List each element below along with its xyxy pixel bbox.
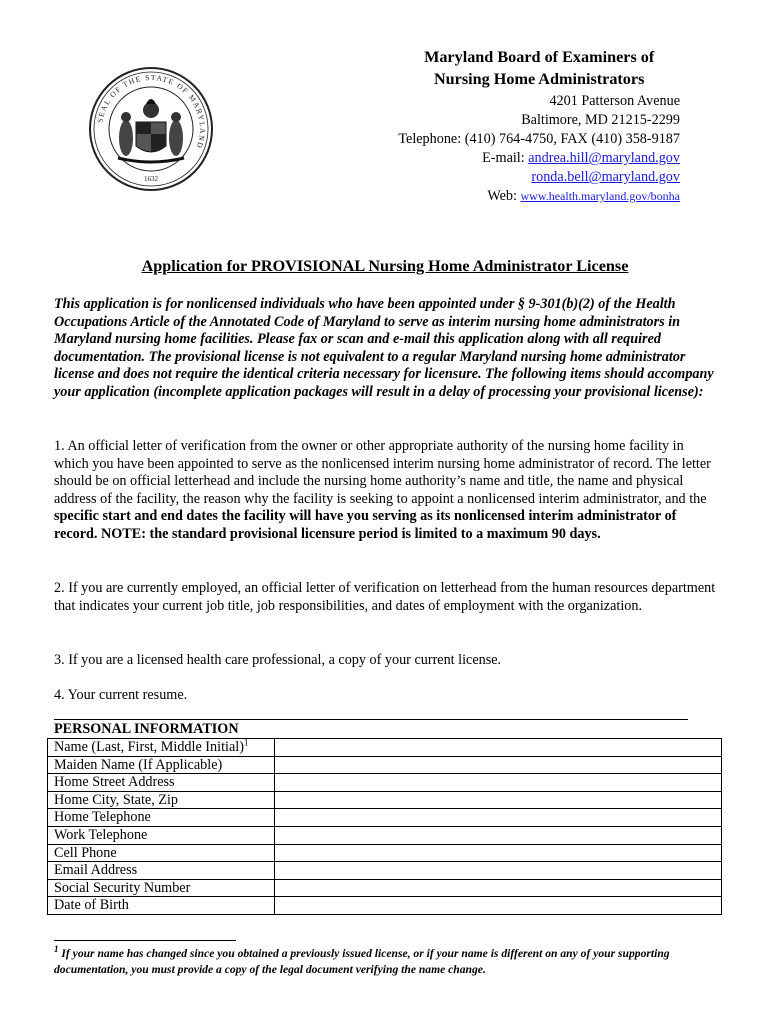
form-field-label	[48, 844, 275, 862]
form-field-label-text: Home Street Address	[54, 774, 175, 791]
requirement-item-4: 4. Your current resume.	[54, 687, 188, 703]
email-row	[398, 149, 680, 168]
address-line1: 4201 Patterson Avenue	[549, 93, 680, 109]
email-link-2[interactable]: ronda.bell@maryland.gov	[531, 169, 680, 185]
form-field-label	[48, 862, 275, 880]
form-field-label	[48, 739, 275, 757]
form-field-label-text: Cell Phone	[54, 844, 117, 861]
intro-paragraph: This application is for nonlicensed individuals who have been appointed under § 9-301(b)(2) of the Health Occupations Article of the Annotated Code of Maryland to serve as interim nursing home administrators in Maryland nursing home facilities. Please fax or scan and e-mail this application along with all required documentation. The provisional license is not equivalent to a regular Maryland nursing home administrator license and does not require the identical criteria necessary for licensure. The following items should accompany your application (incomplete application packages will result in a delay of processing your provisional license):	[54, 296, 714, 400]
form-field-label	[48, 879, 275, 897]
form-field-input[interactable]	[275, 826, 722, 844]
form-field-input[interactable]	[275, 791, 722, 809]
state-seal-icon	[88, 66, 214, 192]
form-field-label-text: Email Address	[54, 862, 138, 879]
footnote-divider	[54, 940, 236, 941]
form-field-input[interactable]	[275, 862, 722, 880]
requirement-item-1-text: 1. An official letter of verification from the owner or other appropriate authority of the nursing home facility in which you have been appointed to serve as the nonlicensed interim nursing home administrator of record. The letter should be on official letterhead and include the nursing home authority’s name and title, the name and physical address of the facility, the reason why the facility is seeking to appoint a nonlicensed interim administrator, and the	[54, 438, 711, 507]
form-field-label-text: Name (Last, First, Middle Initial)	[54, 739, 244, 755]
requirement-item-2: 2. If you are currently employed, an official letter of verification on letterhead from the human resources department that indicates your current job title, job responsibilities, and dates of employment with the organization.	[54, 580, 716, 614]
form-field-label	[48, 774, 275, 792]
telephone-fax: Telephone: (410) 764-4750, FAX (410) 358-9187	[398, 131, 680, 147]
form-field-input[interactable]	[275, 739, 722, 757]
web-row	[398, 187, 680, 206]
form-row	[48, 809, 722, 827]
form-field-label	[48, 826, 275, 844]
form-field-input[interactable]	[275, 756, 722, 774]
footnote	[54, 946, 718, 978]
form-row	[48, 774, 722, 792]
board-name-line1: Maryland Board of Examiners of	[424, 48, 655, 66]
form-field-label-text: Date of Birth	[54, 897, 129, 914]
form-row	[48, 756, 722, 774]
email-link-1[interactable]: andrea.hill@maryland.gov	[528, 150, 680, 166]
footnote-text: If your name has changed since you obtained a previously issued license, or if your name is different on any of your supporting documentation, you must provide a copy of the legal document verifying the name change.	[54, 947, 670, 976]
name-footnote-mark: 1	[243, 737, 249, 748]
form-row	[48, 862, 722, 880]
form-field-input[interactable]	[275, 879, 722, 897]
form-field-input[interactable]	[275, 844, 722, 862]
board-name-line2: Nursing Home Administrators	[433, 70, 645, 88]
email-label: E-mail:	[482, 150, 529, 166]
form-field-input[interactable]	[275, 774, 722, 792]
seal-year: 1632	[144, 175, 158, 183]
footnote-mark: 1	[54, 944, 59, 955]
form-field-label-text: Home City, State, Zip	[54, 791, 178, 808]
requirement-item-1-emphasis: specific start and end dates the facility will have you serving as its nonlicensed interim administrator of record. NOTE: the standard provisional licensure period is limited to a maximum 90 days.	[54, 508, 677, 542]
form-field-label	[48, 809, 275, 827]
requirement-item-1	[54, 438, 718, 544]
form-row	[48, 844, 722, 862]
letterhead	[398, 46, 680, 206]
form-field-label	[48, 897, 275, 915]
form-row	[48, 826, 722, 844]
form-field-label-text: Work Telephone	[54, 826, 148, 843]
form-field-input[interactable]	[275, 809, 722, 827]
requirement-item-3: 3. If you are a licensed health care professional, a copy of your current license.	[54, 652, 502, 668]
web-label: Web:	[487, 188, 521, 204]
form-field-label	[48, 791, 275, 809]
email-row-2	[398, 168, 680, 187]
form-row	[48, 791, 722, 809]
form-field-label-text: Home Telephone	[54, 809, 151, 826]
form-row	[48, 739, 722, 757]
form-field-label	[48, 756, 275, 774]
form-field-label-text: Social Security Number	[54, 879, 191, 896]
form-field-input[interactable]	[275, 897, 722, 915]
form-row	[48, 879, 722, 897]
form-field-label-text: Maiden Name (If Applicable)	[54, 756, 223, 773]
board-name	[398, 46, 680, 90]
address-line2: Baltimore, MD 21215-2299	[521, 112, 680, 128]
form-row	[48, 897, 722, 915]
page-title: Application for PROVISIONAL Nursing Home Administrator License	[141, 257, 629, 275]
web-link[interactable]: www.health.maryland.gov/bonha	[520, 189, 680, 203]
personal-info-heading: PERSONAL INFORMATION	[54, 721, 239, 737]
personal-info-table	[47, 738, 722, 915]
section-divider	[54, 719, 688, 720]
seal-ring-text: SEAL OF THE STATE OF MARYLAND	[95, 72, 208, 151]
